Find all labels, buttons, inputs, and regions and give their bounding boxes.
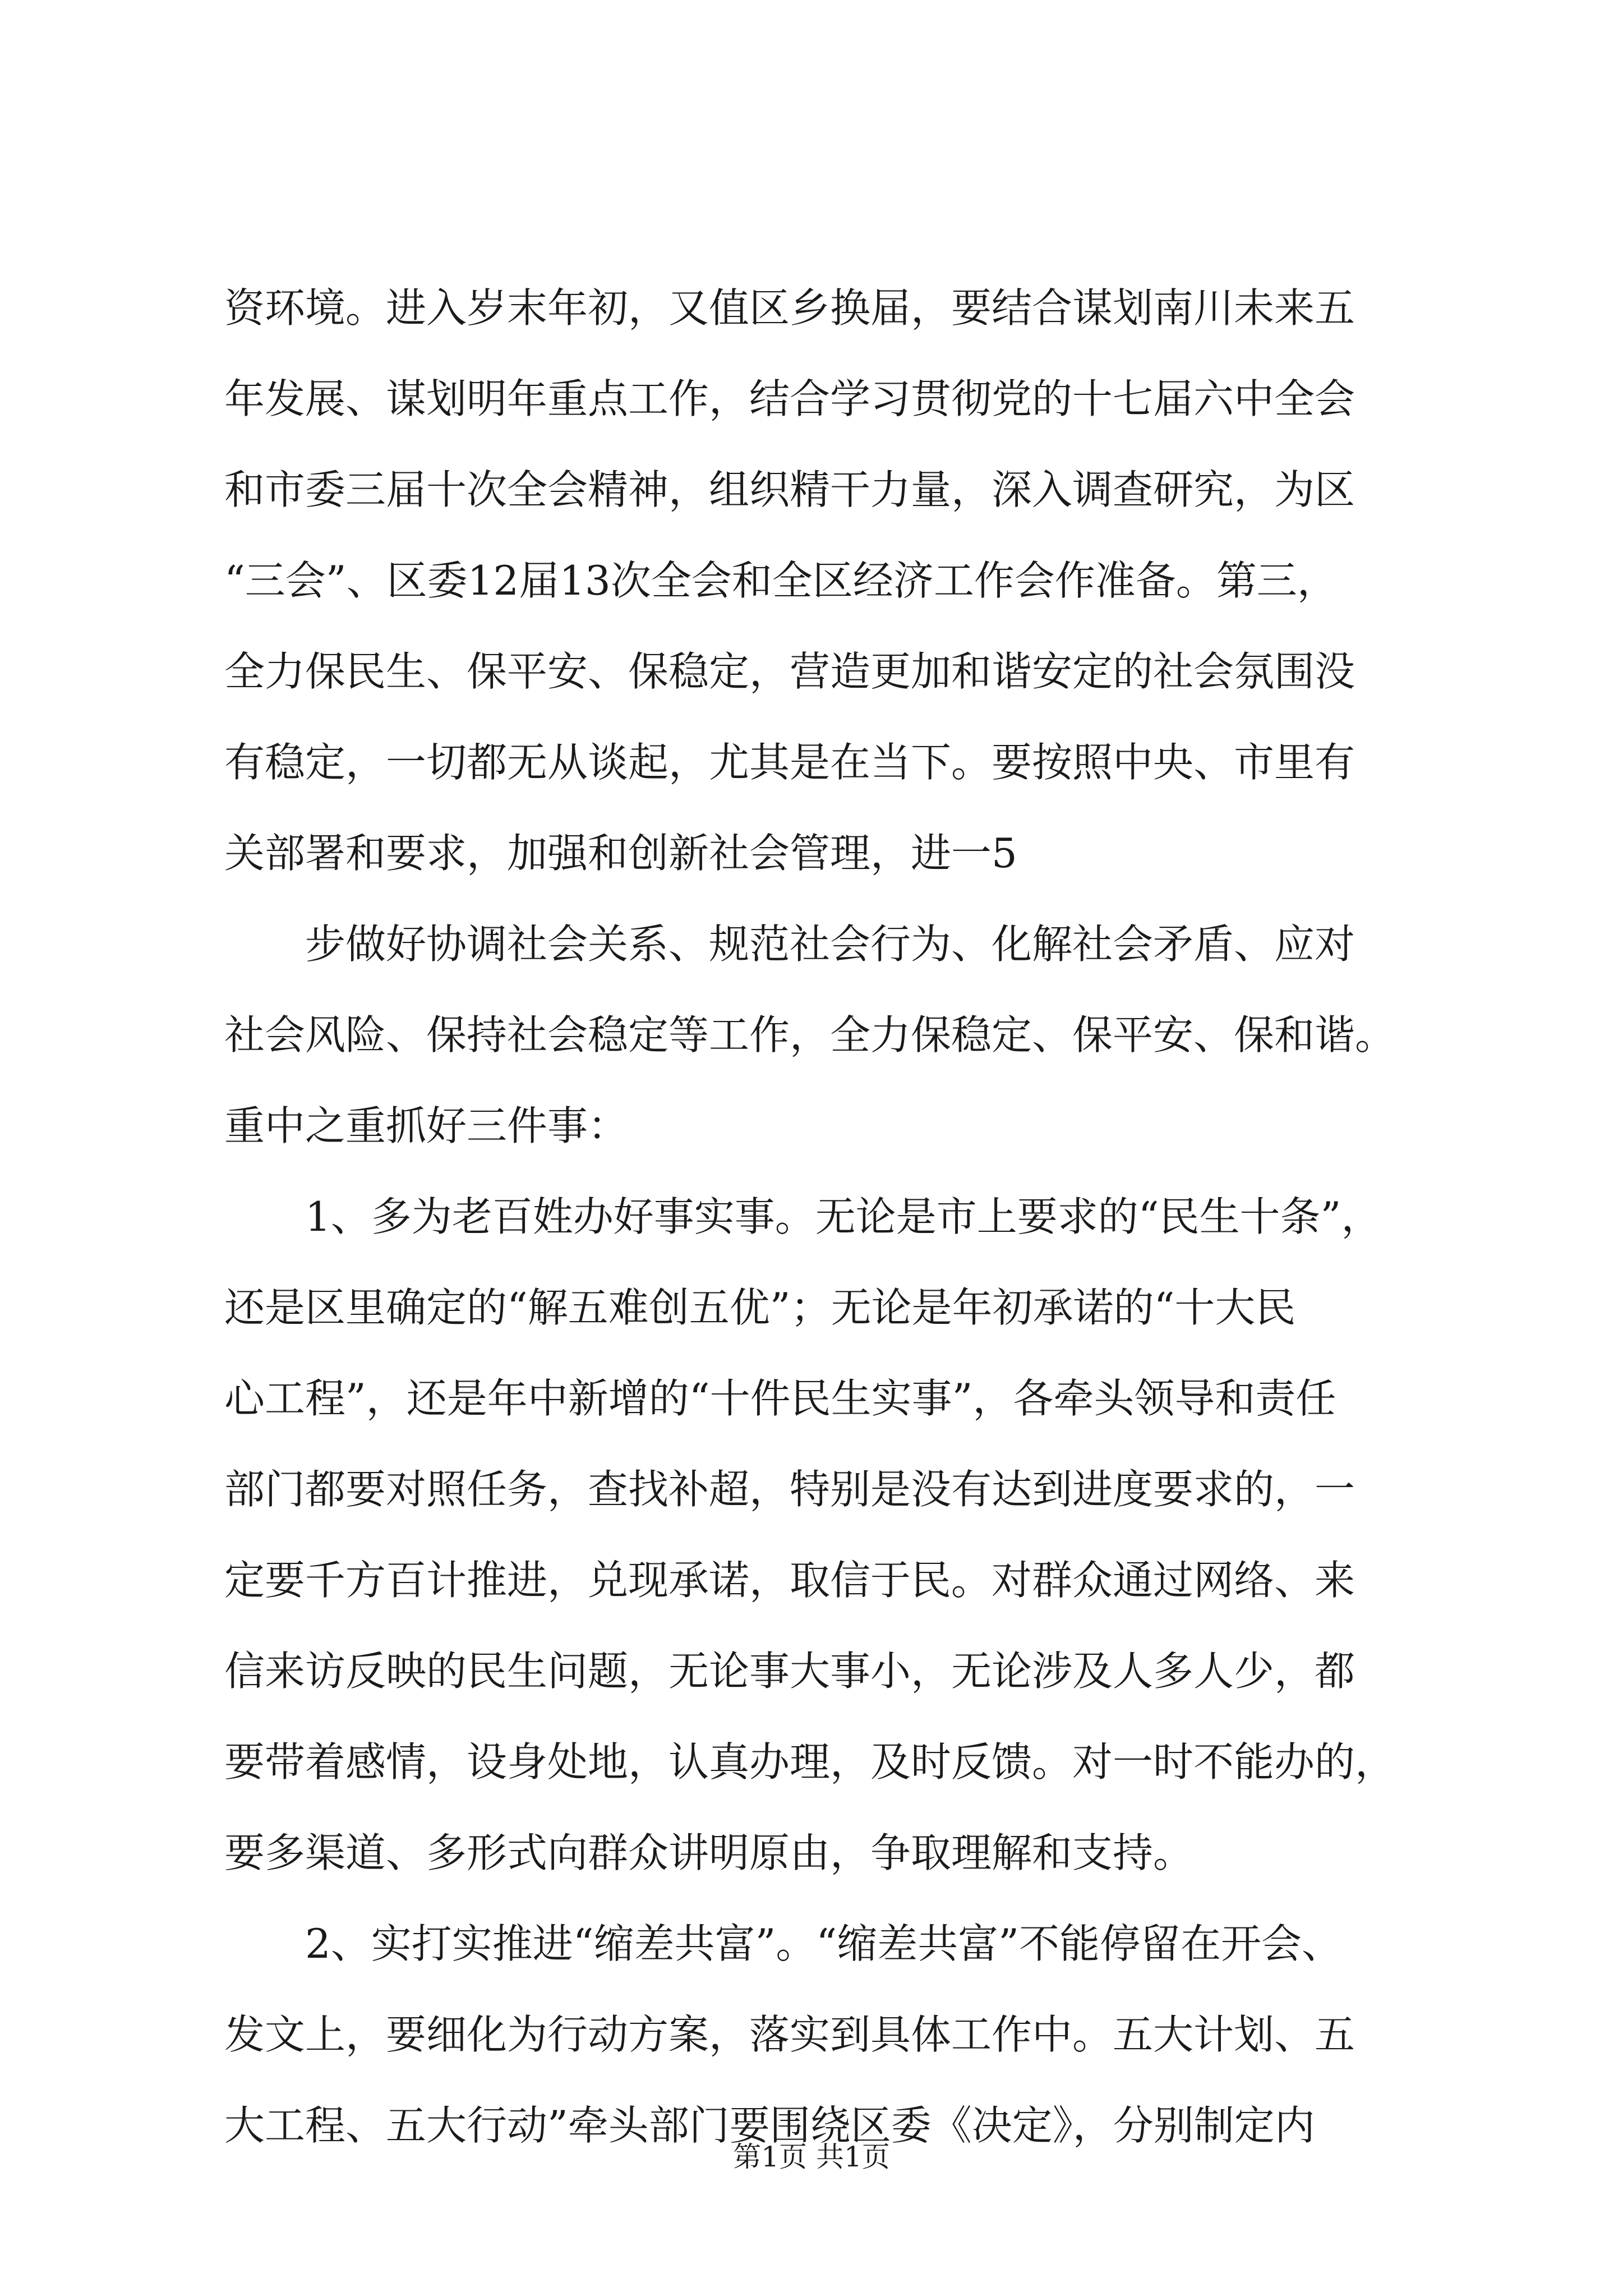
paragraph-first-line: 步做好协调社会关系、规范社会行为、化解社会矛盾、应对	[305, 921, 1355, 968]
page-number-footer: 第1页 共1页	[733, 2141, 890, 2173]
text-line: “三会”、区委12届13次全会和全区经济工作会作准备。第三，	[224, 557, 1338, 604]
text-line: 关部署和要求，加强和创新社会管理，进一5	[224, 830, 1017, 877]
text-line: 部门都要对照任务，查找补超，特别是没有达到进度要求的，一	[224, 1466, 1355, 1513]
text-line: 要多渠道、多形式向群众讲明原由，争取理解和支持。	[224, 1829, 1194, 1876]
text-line: 定要千方百计推进，兑现承诺，取信于民。对群众通过网络、来	[224, 1557, 1355, 1604]
text-line: 发文上，要细化为行动方案，落实到具体工作中。五大计划、五	[224, 2011, 1355, 2058]
text-line: 资环境。进入岁末年初，又值区乡换届，要结合谋划南川未来五	[224, 284, 1355, 332]
text-line: 重中之重抓好三件事：	[224, 1102, 629, 1149]
text-line: 信来访反映的民生问题，无论事大事小，无论涉及人多人少，都	[224, 1648, 1355, 1695]
text-line: 有稳定，一切都无从谈起，尤其是在当下。要按照中央、市里有	[224, 739, 1355, 786]
text-line: 要带着感情，设身处地，认真办理，及时反馈。对一时不能办的，	[224, 1738, 1396, 1786]
paragraph-first-line: 1、多为老百姓办好事实事。无论是市上要求的“民生十条”，	[305, 1193, 1382, 1240]
text-line: 还是区里确定的“解五难创五优”；无论是年初承诺的“十大民	[224, 1284, 1296, 1331]
text-line: 全力保民生、保平安、保稳定，营造更加和谐安定的社会氛围没	[224, 648, 1355, 695]
text-line: 大工程、五大行动”牵头部门要围绕区委《决定》，分别制定内	[224, 2102, 1315, 2149]
text-line: 和市委三届十次全会精神，组织精干力量，深入调查研究，为区	[224, 466, 1355, 513]
text-line: 社会风险、保持社会稳定等工作，全力保稳定、保平安、保和谐。	[224, 1011, 1396, 1059]
text-line: 年发展、谋划明年重点工作，结合学习贯彻党的十七届六中全会	[224, 375, 1355, 422]
text-line: 心工程”，还是年中新增的“十件民生实事”，各牵头领导和责任	[224, 1375, 1336, 1422]
paragraph-first-line: 2、实打实推进“缩差共富”。“缩差共富”不能停留在开会、	[305, 1920, 1343, 1967]
